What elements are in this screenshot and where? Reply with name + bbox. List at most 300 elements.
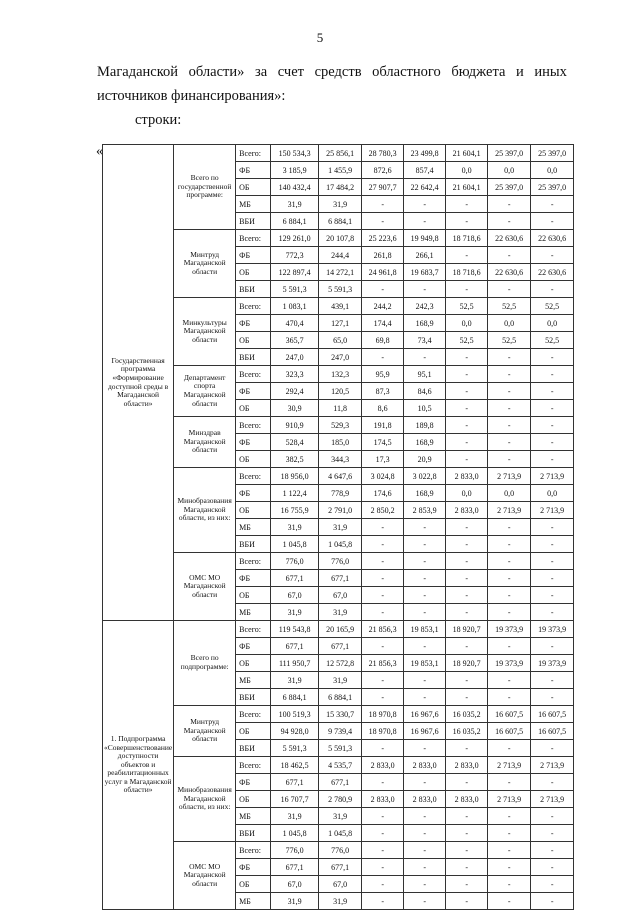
amount-cell: 132,3: [319, 366, 362, 383]
amount-cell: -: [362, 281, 404, 298]
amount-cell: -: [531, 417, 574, 434]
amount-cell: 6 884,1: [319, 689, 362, 706]
amount-cell: 67,0: [271, 876, 319, 893]
funding-source-cell: ФБ: [236, 162, 271, 179]
executor-cell: Минкультуры Магаданской области: [174, 298, 236, 366]
amount-cell: -: [362, 774, 404, 791]
amount-cell: -: [404, 859, 446, 876]
amount-cell: 2 713,9: [488, 502, 531, 519]
amount-cell: 168,9: [404, 434, 446, 451]
amount-cell: -: [446, 740, 488, 757]
amount-cell: -: [488, 519, 531, 536]
amount-cell: 65,0: [319, 332, 362, 349]
amount-cell: 677,1: [319, 570, 362, 587]
amount-cell: 31,9: [319, 519, 362, 536]
amount-cell: 25 856,1: [319, 145, 362, 162]
executor-cell: Минтруд Магаданской области: [174, 706, 236, 757]
table-row: [103, 842, 574, 859]
intro-word: бюджета: [451, 64, 506, 80]
amount-cell: 14 272,1: [319, 264, 362, 281]
amount-cell: 344,3: [319, 451, 362, 468]
amount-cell: -: [404, 536, 446, 553]
amount-cell: 168,9: [404, 315, 446, 332]
amount-cell: 18 718,6: [446, 264, 488, 281]
amount-cell: 20,9: [404, 451, 446, 468]
amount-cell: -: [488, 349, 531, 366]
amount-cell: -: [488, 587, 531, 604]
intro-word: Магаданской: [97, 64, 179, 80]
amount-cell: 2 713,9: [531, 757, 574, 774]
amount-cell: -: [488, 366, 531, 383]
table-row: [103, 230, 574, 247]
amount-cell: 3 024,8: [362, 468, 404, 485]
amount-cell: 244,4: [319, 247, 362, 264]
executor-cell: Минобразования Магаданской области, из них:: [174, 468, 236, 553]
amount-cell: 16 607,5: [488, 706, 531, 723]
amount-cell: 16 967,6: [404, 723, 446, 740]
amount-cell: -: [446, 553, 488, 570]
amount-cell: 18 920,7: [446, 621, 488, 638]
amount-cell: 677,1: [271, 570, 319, 587]
amount-cell: 31,9: [319, 672, 362, 689]
amount-cell: 0,0: [531, 162, 574, 179]
funding-source-cell: Всего:: [236, 417, 271, 434]
executor-cell: Всего по подпрограмме:: [174, 621, 236, 706]
table-row: [103, 145, 574, 162]
funding-source-cell: ОБ: [236, 791, 271, 808]
amount-cell: 19 373,9: [488, 655, 531, 672]
amount-cell: -: [488, 876, 531, 893]
amount-cell: 19 853,1: [404, 621, 446, 638]
amount-cell: -: [446, 825, 488, 842]
funding-source-cell: ВБИ: [236, 349, 271, 366]
amount-cell: 27 907,7: [362, 179, 404, 196]
amount-cell: 16 607,5: [531, 706, 574, 723]
amount-cell: 94 928,0: [271, 723, 319, 740]
amount-cell: 16 707,7: [271, 791, 319, 808]
amount-cell: 31,9: [319, 604, 362, 621]
amount-cell: 67,0: [319, 876, 362, 893]
funding-source-cell: ВБИ: [236, 281, 271, 298]
amount-cell: -: [488, 417, 531, 434]
amount-cell: -: [531, 366, 574, 383]
amount-cell: -: [362, 587, 404, 604]
amount-cell: 22 630,6: [488, 230, 531, 247]
amount-cell: 52,5: [531, 332, 574, 349]
amount-cell: 5 591,3: [271, 281, 319, 298]
amount-cell: -: [404, 672, 446, 689]
amount-cell: 18 920,7: [446, 655, 488, 672]
amount-cell: 31,9: [271, 519, 319, 536]
amount-cell: 2 713,9: [488, 468, 531, 485]
amount-cell: -: [362, 570, 404, 587]
amount-cell: -: [531, 536, 574, 553]
amount-cell: 31,9: [271, 672, 319, 689]
amount-cell: -: [488, 570, 531, 587]
amount-cell: 87,3: [362, 383, 404, 400]
amount-cell: 19 949,8: [404, 230, 446, 247]
amount-cell: -: [446, 213, 488, 230]
budget-table: [102, 144, 574, 910]
amount-cell: -: [404, 281, 446, 298]
amount-cell: 677,1: [271, 859, 319, 876]
funding-source-cell: ВБИ: [236, 825, 271, 842]
funding-source-cell: ФБ: [236, 774, 271, 791]
amount-cell: 4 647,6: [319, 468, 362, 485]
amount-cell: 19 373,9: [531, 621, 574, 638]
amount-cell: 52,5: [446, 332, 488, 349]
amount-cell: 11,8: [319, 400, 362, 417]
amount-cell: -: [531, 774, 574, 791]
funding-source-cell: Всего:: [236, 553, 271, 570]
funding-source-cell: ВБИ: [236, 740, 271, 757]
amount-cell: 25 397,0: [531, 179, 574, 196]
amount-cell: -: [531, 400, 574, 417]
amount-cell: 129 261,0: [271, 230, 319, 247]
amount-cell: -: [446, 400, 488, 417]
amount-cell: 3 022,8: [404, 468, 446, 485]
amount-cell: 1 455,9: [319, 162, 362, 179]
amount-cell: 150 534,3: [271, 145, 319, 162]
amount-cell: -: [531, 859, 574, 876]
amount-cell: -: [446, 570, 488, 587]
amount-cell: -: [362, 213, 404, 230]
intro-paragraph: [97, 60, 567, 108]
amount-cell: 25 397,0: [488, 145, 531, 162]
amount-cell: 25 397,0: [531, 145, 574, 162]
amount-cell: 677,1: [271, 638, 319, 655]
amount-cell: 69,8: [362, 332, 404, 349]
amount-cell: -: [404, 519, 446, 536]
amount-cell: -: [446, 434, 488, 451]
funding-source-cell: ОБ: [236, 502, 271, 519]
amount-cell: 31,9: [271, 808, 319, 825]
intro-word: за: [255, 64, 268, 80]
amount-cell: -: [531, 281, 574, 298]
amount-cell: -: [488, 808, 531, 825]
program-name-cell: 1. Подпрограмма «Совершенствование доступности объектов и реабилитационных услуг в Магаданской области»: [103, 621, 174, 910]
amount-cell: 6 884,1: [271, 213, 319, 230]
funding-source-cell: ОБ: [236, 876, 271, 893]
amount-cell: -: [362, 893, 404, 910]
amount-cell: 140 432,4: [271, 179, 319, 196]
amount-cell: -: [446, 383, 488, 400]
amount-cell: 18 970,8: [362, 723, 404, 740]
funding-source-cell: Всего:: [236, 366, 271, 383]
amount-cell: 382,5: [271, 451, 319, 468]
amount-cell: 1 122,4: [271, 485, 319, 502]
funding-source-cell: ФБ: [236, 383, 271, 400]
amount-cell: -: [362, 536, 404, 553]
funding-source-cell: Всего:: [236, 621, 271, 638]
amount-cell: -: [362, 825, 404, 842]
amount-cell: 8,6: [362, 400, 404, 417]
amount-cell: -: [446, 536, 488, 553]
table-row: [103, 706, 574, 723]
amount-cell: -: [488, 893, 531, 910]
amount-cell: -: [488, 825, 531, 842]
amount-cell: -: [488, 842, 531, 859]
amount-cell: 6 884,1: [319, 213, 362, 230]
funding-source-cell: ВБИ: [236, 536, 271, 553]
amount-cell: -: [404, 638, 446, 655]
amount-cell: 292,4: [271, 383, 319, 400]
funding-source-cell: ОБ: [236, 264, 271, 281]
amount-cell: 2 713,9: [488, 757, 531, 774]
amount-cell: -: [404, 842, 446, 859]
amount-cell: 778,9: [319, 485, 362, 502]
amount-cell: 0,0: [488, 315, 531, 332]
amount-cell: -: [446, 247, 488, 264]
amount-cell: 84,6: [404, 383, 446, 400]
amount-cell: -: [362, 349, 404, 366]
amount-cell: 2 713,9: [531, 502, 574, 519]
amount-cell: 1 045,8: [271, 825, 319, 842]
table-row: [103, 468, 574, 485]
amount-cell: -: [531, 587, 574, 604]
amount-cell: 2 713,9: [531, 468, 574, 485]
amount-cell: 21 604,1: [446, 179, 488, 196]
amount-cell: -: [531, 842, 574, 859]
funding-source-cell: ОБ: [236, 723, 271, 740]
amount-cell: 0,0: [488, 162, 531, 179]
funding-source-cell: ФБ: [236, 638, 271, 655]
amount-cell: 5 591,3: [271, 740, 319, 757]
open-quote: «: [96, 144, 103, 159]
amount-cell: 52,5: [488, 332, 531, 349]
amount-cell: 19 373,9: [488, 621, 531, 638]
amount-cell: 16 035,2: [446, 706, 488, 723]
funding-source-cell: МБ: [236, 196, 271, 213]
amount-cell: -: [404, 774, 446, 791]
amount-cell: -: [446, 842, 488, 859]
amount-cell: 122 897,4: [271, 264, 319, 281]
amount-cell: 22 630,6: [531, 264, 574, 281]
amount-cell: 10,5: [404, 400, 446, 417]
table-row: [103, 298, 574, 315]
funding-source-cell: ОБ: [236, 400, 271, 417]
amount-cell: 18 718,6: [446, 230, 488, 247]
amount-cell: 5 591,3: [319, 740, 362, 757]
amount-cell: -: [404, 876, 446, 893]
amount-cell: 244,2: [362, 298, 404, 315]
funding-source-cell: МБ: [236, 808, 271, 825]
funding-source-cell: МБ: [236, 672, 271, 689]
amount-cell: 2 833,0: [362, 791, 404, 808]
amount-cell: 25 397,0: [488, 179, 531, 196]
amount-cell: -: [404, 587, 446, 604]
executor-cell: ОМС МО Магаданской области: [174, 842, 236, 910]
amount-cell: -: [362, 604, 404, 621]
amount-cell: 18 970,8: [362, 706, 404, 723]
amount-cell: -: [446, 808, 488, 825]
program-name-cell: Государственная программа «Формирование доступной среды в Магаданской области»: [103, 145, 174, 621]
amount-cell: -: [531, 451, 574, 468]
amount-cell: 247,0: [319, 349, 362, 366]
funding-source-cell: МБ: [236, 893, 271, 910]
amount-cell: -: [446, 893, 488, 910]
amount-cell: -: [488, 859, 531, 876]
funding-source-cell: ФБ: [236, 859, 271, 876]
amount-cell: 31,9: [319, 196, 362, 213]
amount-cell: 2 850,2: [362, 502, 404, 519]
rows-label: строки:: [135, 112, 182, 128]
amount-cell: -: [531, 689, 574, 706]
amount-cell: -: [446, 604, 488, 621]
amount-cell: 189,8: [404, 417, 446, 434]
funding-source-cell: ВБИ: [236, 689, 271, 706]
amount-cell: 18 462,5: [271, 757, 319, 774]
amount-cell: 776,0: [319, 842, 362, 859]
amount-cell: -: [404, 553, 446, 570]
amount-cell: -: [531, 213, 574, 230]
amount-cell: 242,3: [404, 298, 446, 315]
amount-cell: 910,9: [271, 417, 319, 434]
amount-cell: 25 223,6: [362, 230, 404, 247]
amount-cell: -: [531, 434, 574, 451]
amount-cell: 2 833,0: [446, 791, 488, 808]
funding-source-cell: ОБ: [236, 587, 271, 604]
amount-cell: 677,1: [319, 638, 362, 655]
amount-cell: -: [404, 570, 446, 587]
amount-cell: -: [404, 196, 446, 213]
amount-cell: -: [362, 808, 404, 825]
amount-cell: -: [362, 740, 404, 757]
amount-cell: 127,1: [319, 315, 362, 332]
funding-source-cell: Всего:: [236, 145, 271, 162]
amount-cell: 2 833,0: [404, 757, 446, 774]
amount-cell: -: [362, 519, 404, 536]
amount-cell: 111 950,7: [271, 655, 319, 672]
intro-word: средств: [314, 64, 362, 80]
amount-cell: 0,0: [446, 485, 488, 502]
executor-cell: Минтруд Магаданской области: [174, 230, 236, 298]
amount-cell: 0,0: [446, 162, 488, 179]
executor-cell: ОМС МО Магаданской области: [174, 553, 236, 621]
amount-cell: 31,9: [271, 893, 319, 910]
amount-cell: -: [362, 196, 404, 213]
amount-cell: -: [531, 825, 574, 842]
amount-cell: -: [531, 672, 574, 689]
amount-cell: -: [488, 638, 531, 655]
executor-cell: Департамент спорта Магаданской области: [174, 366, 236, 417]
amount-cell: 28 780,3: [362, 145, 404, 162]
amount-cell: 2 833,0: [446, 757, 488, 774]
amount-cell: 677,1: [271, 774, 319, 791]
amount-cell: -: [488, 536, 531, 553]
table-row: [103, 757, 574, 774]
amount-cell: -: [488, 553, 531, 570]
amount-cell: 67,0: [271, 587, 319, 604]
amount-cell: 776,0: [319, 553, 362, 570]
amount-cell: 22 642,4: [404, 179, 446, 196]
amount-cell: 19 853,1: [404, 655, 446, 672]
funding-source-cell: ОБ: [236, 332, 271, 349]
amount-cell: 100 519,3: [271, 706, 319, 723]
amount-cell: -: [531, 196, 574, 213]
executor-cell: Минобразования Магаданской области, из них:: [174, 757, 236, 842]
amount-cell: 17,3: [362, 451, 404, 468]
amount-cell: 21 856,3: [362, 621, 404, 638]
amount-cell: 365,7: [271, 332, 319, 349]
amount-cell: -: [446, 587, 488, 604]
funding-source-cell: МБ: [236, 604, 271, 621]
amount-cell: 776,0: [271, 842, 319, 859]
amount-cell: -: [404, 740, 446, 757]
amount-cell: 17 484,2: [319, 179, 362, 196]
funding-source-cell: ФБ: [236, 485, 271, 502]
amount-cell: 2 713,9: [531, 791, 574, 808]
page-number: 5: [316, 30, 324, 45]
amount-cell: 73,4: [404, 332, 446, 349]
amount-cell: -: [446, 638, 488, 655]
amount-cell: 52,5: [488, 298, 531, 315]
amount-cell: 18 956,0: [271, 468, 319, 485]
amount-cell: 31,9: [271, 604, 319, 621]
amount-cell: 21 856,3: [362, 655, 404, 672]
funding-source-cell: Всего:: [236, 842, 271, 859]
amount-cell: 9 739,4: [319, 723, 362, 740]
amount-cell: 0,0: [531, 485, 574, 502]
amount-cell: 23 499,8: [404, 145, 446, 162]
amount-cell: 19 373,9: [531, 655, 574, 672]
amount-cell: 677,1: [319, 774, 362, 791]
amount-cell: 247,0: [271, 349, 319, 366]
funding-source-cell: ВБИ: [236, 213, 271, 230]
table-row: [103, 417, 574, 434]
amount-cell: -: [488, 672, 531, 689]
amount-cell: -: [488, 451, 531, 468]
amount-cell: -: [446, 689, 488, 706]
amount-cell: 776,0: [271, 553, 319, 570]
amount-cell: 16 755,9: [271, 502, 319, 519]
amount-cell: 67,0: [319, 587, 362, 604]
amount-cell: 6 884,1: [271, 689, 319, 706]
amount-cell: -: [488, 196, 531, 213]
amount-cell: 4 535,7: [319, 757, 362, 774]
amount-cell: 439,1: [319, 298, 362, 315]
funding-source-cell: ФБ: [236, 315, 271, 332]
amount-cell: -: [446, 281, 488, 298]
amount-cell: 529,3: [319, 417, 362, 434]
funding-source-cell: ФБ: [236, 247, 271, 264]
amount-cell: 323,3: [271, 366, 319, 383]
table-row: [103, 366, 574, 383]
intro-word: и: [516, 64, 524, 80]
amount-cell: 1 045,8: [319, 536, 362, 553]
amount-cell: 857,4: [404, 162, 446, 179]
amount-cell: 19 683,7: [404, 264, 446, 281]
amount-cell: 0,0: [488, 485, 531, 502]
amount-cell: -: [362, 876, 404, 893]
amount-cell: -: [488, 213, 531, 230]
amount-cell: 31,9: [271, 196, 319, 213]
amount-cell: 52,5: [531, 298, 574, 315]
table-row: [103, 553, 574, 570]
amount-cell: -: [531, 893, 574, 910]
amount-cell: 22 630,6: [488, 264, 531, 281]
amount-cell: -: [446, 366, 488, 383]
funding-source-cell: Всего:: [236, 706, 271, 723]
amount-cell: -: [362, 553, 404, 570]
amount-cell: 22 630,6: [531, 230, 574, 247]
funding-source-cell: Всего:: [236, 757, 271, 774]
amount-cell: -: [488, 604, 531, 621]
amount-cell: 31,9: [319, 808, 362, 825]
amount-cell: 2 833,0: [404, 791, 446, 808]
amount-cell: -: [531, 247, 574, 264]
amount-cell: 0,0: [531, 315, 574, 332]
